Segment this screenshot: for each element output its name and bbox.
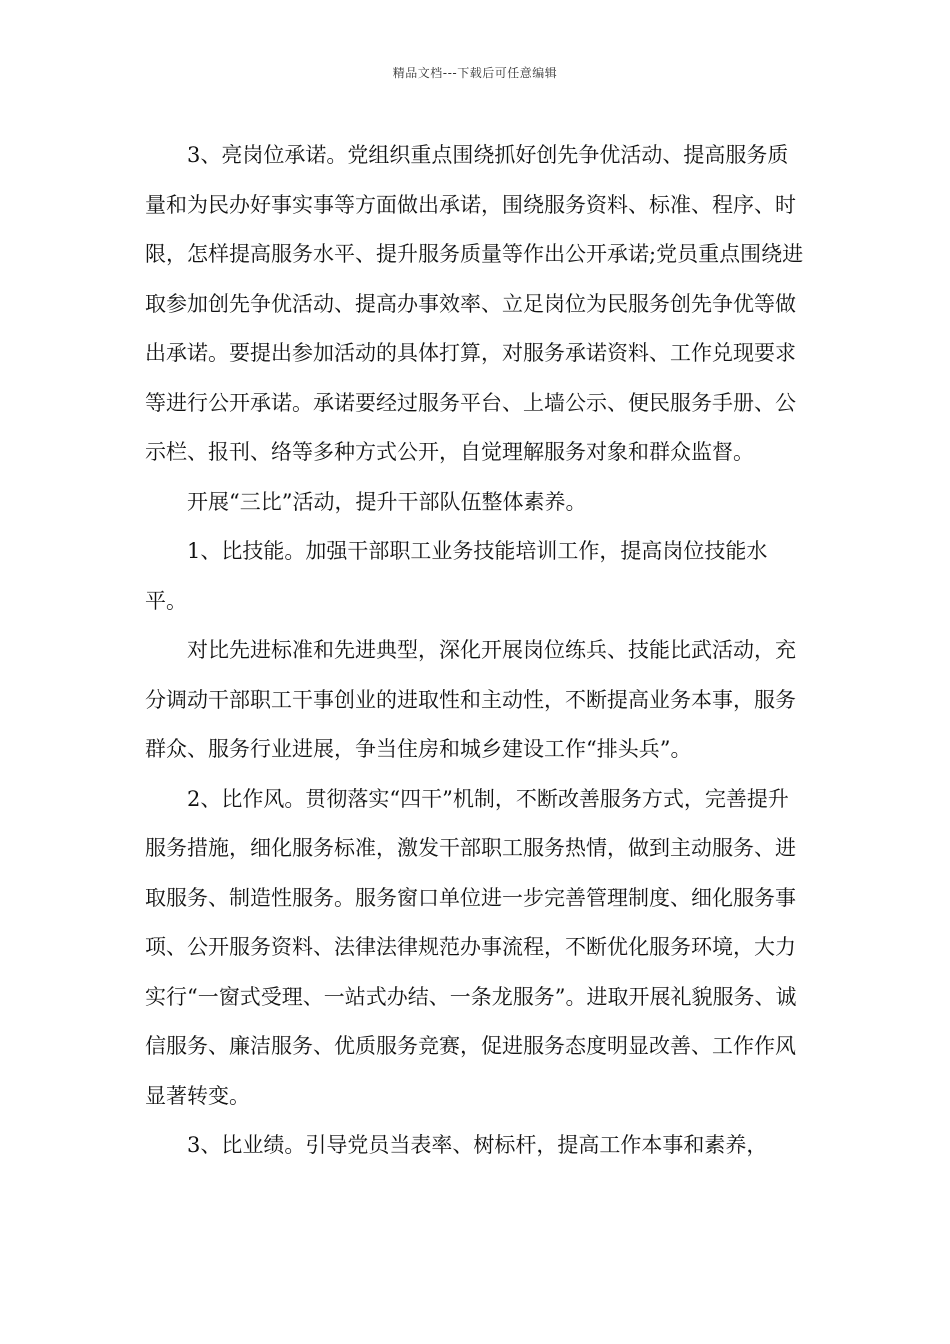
page-header: 精品文档---下载后可任意编辑: [392, 66, 558, 80]
paragraph-compare-performance: 3、比业绩。引导党员当表率、树标杆，提高工作本事和素养，: [187, 1133, 768, 1157]
paragraph-post-commitment: 3、亮岗位承诺。党组织重点围绕抓好创先争优活动、提高服务质量和为民办好事实事等方面做出承诺，围绕服务资料、标准、程序、时限，怎样提高服务水平、提升服务质量等作出公开承诺;党员重点围绕进取参加创先争优活动、提高办事效率、立足岗位为民服务创先争优等做出承诺。要提出参加活动的具体打算，对服务承诺资料、工作兑现要求等进行公开承诺。承诺要经过服务平台、上墙公示、便民服务手册、公示栏、报刊、络等多种方式公开，自觉理解服务对象和群众监督。: [145, 143, 804, 464]
paragraph-skills-detail: 对比先进标准和先进典型，深化开展岗位练兵、技能比武活动，充分调动干部职工干事创业的进取性和主动性，不断提高业务本事，服务群众、服务行业进展，争当住房和城乡建设工作“排头兵”。: [145, 638, 796, 761]
paragraph-compare-skills: 1、比技能。加强干部职工业务技能培训工作，提高岗位技能水平。: [145, 539, 768, 613]
paragraph-compare-style: 2、比作风。贯彻落实“四干”机制，不断改善服务方式，完善提升服务措施，细化服务标准，激发干部职工服务热情，做到主动服务、进取服务、制造性服务。服务窗口单位进一步完善管理制度、细化服务事项、公开服务资料、法律法律规范办事流程，不断优化服务环境，大力实行“一窗式受理、一站式办结、一条龙服务”。进取开展礼貌服务、诚信服务、廉洁服务、优质服务竞赛，促进服务态度明显改善、工作作风显著转变。: [145, 786, 797, 1108]
paragraph-three-comparisons: 开展“三比”活动，提升干部队伍整体素养。: [187, 489, 587, 514]
document-body: [145, 131, 805, 1171]
